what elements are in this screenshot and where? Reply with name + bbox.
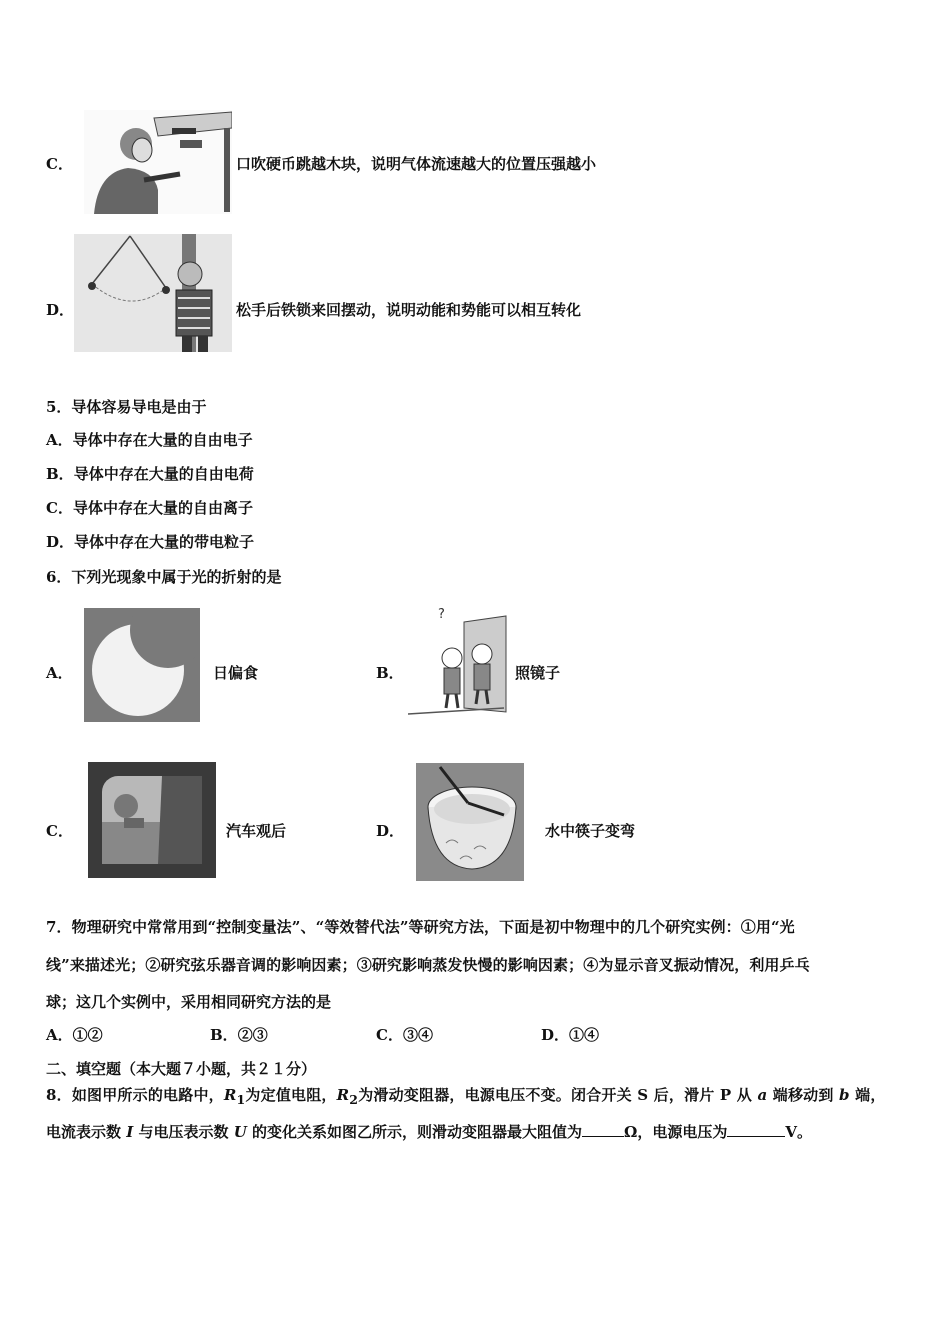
q6-option-c-label: C． [46,822,73,840]
q7-line-2: 线”来描述光；②研究弦乐器音调的影响因素；③研究影响蒸发快慢的影响因素；④为显示音叉振动情况，利用乒乓 [46,956,810,974]
q8-text-3: 为滑动变阻器，电源电压不变。闭合开关 S 后，滑片 P 从 [358,1086,758,1104]
q7-option-c-text: ③④ [402,1026,433,1044]
q5-option-c-label: C． [46,499,73,517]
section-2-title: 二、填空题（本大题７小题，共２１分） [46,1060,317,1078]
q7-option-b-label: B． [210,1026,238,1044]
q8-r1-symbol: R [223,1086,237,1104]
q6-option-a-text: 日偏食 [213,664,259,682]
q7-option-a-text: ①② [72,1026,103,1044]
q8-text-5: 端， [849,1086,886,1104]
q8-line-1 [46,1084,886,1107]
q8-blank-resistance[interactable] [582,1136,624,1137]
q8-a-end: a [757,1086,768,1104]
q8-r2-subscript: 2 [349,1092,359,1107]
q8-blank-voltage[interactable] [727,1136,785,1137]
q5-option-c [46,497,253,518]
q6-option-a-label: A． [46,664,73,682]
q7-option-b-text: ②③ [237,1026,268,1044]
q8-i-symbol: I [126,1123,134,1141]
q7-line-3: 球；这几个实例中，采用相同研究方法的是 [46,993,332,1011]
q8-text-4: 端移动到 [767,1086,840,1104]
q7-option-d [541,1024,599,1045]
q7-option-a-label: A． [46,1026,73,1044]
q8-r1-subscript: 1 [236,1092,246,1107]
q4-option-d-label: D． [46,301,75,319]
q6-option-d-text: 水中筷子变弯 [545,822,636,840]
q7-option-a [46,1024,103,1045]
q6-option-c-rearview-figure [88,762,216,878]
question-mark: ? [438,607,445,622]
q5-option-d-label: D． [46,533,75,551]
q6-option-b-text: 照镜子 [515,664,561,682]
q5-option-b-text: 导体中存在大量的自由电荷 [73,465,254,483]
q5-option-a-text: 导体中存在大量的自由电子 [72,431,253,449]
q5-option-a-label: A． [46,431,73,449]
q4-option-d-figure [74,234,232,352]
q5-option-c-text: 导体中存在大量的自由离子 [72,499,253,517]
q6-option-c-text: 汽车观后 [226,822,287,840]
q6-option-a-eclipse-figure [84,608,200,722]
q8-text-10: V。 [785,1123,813,1141]
q8-text-9: Ω，电源电压为 [624,1123,728,1141]
q5-option-d-text: 导体中存在大量的带电粒子 [74,533,255,551]
q8-text-8: 的变化关系如图乙所示，则滑动变阻器最大阻值为 [246,1123,583,1141]
q5-option-b-label: B． [46,465,74,483]
q7-line-1: 7．物理研究中常常用到“控制变量法”、“等效替代法”等研究方法，下面是初中物理中的几个研究实例：①用“光 [46,918,795,936]
q5-option-a [46,429,253,450]
q5-stem: 5．导体容易导电是由于 [46,398,207,416]
q8-text-2: 为定值电阻， [245,1086,337,1104]
q7-option-c-label: C． [376,1026,403,1044]
q6-option-d-chopstick-figure [416,763,524,881]
q7-option-b [210,1024,268,1045]
q7-option-c [376,1024,433,1045]
q7-option-d-text: ①④ [569,1026,600,1044]
q6-option-b-mirror-figure [408,604,508,716]
q5-option-d [46,531,254,552]
q8-text-7: 与电压表示数 [133,1123,234,1141]
q6-stem: 6．下列光现象中属于光的折射的是 [46,568,282,586]
q8-b-end: b [839,1086,850,1104]
q4-option-c-text: 口吹硬币跳越木块，说明气体流速越大的位置压强越小 [236,155,597,173]
q4-option-c-label: C． [46,155,73,173]
q4-option-c-figure [84,110,232,214]
q6-option-d-label: D． [376,822,405,840]
q8-line-2 [46,1121,812,1142]
q7-option-d-label: D． [541,1026,570,1044]
q5-option-b [46,463,254,484]
q4-option-d-text: 松手后铁锁来回摆动，说明动能和势能可以相互转化 [236,301,582,319]
q8-text-1: 8．如图甲所示的电路中， [46,1086,224,1104]
q8-text-6: 电流表示数 [46,1123,127,1141]
q6-option-b-label: B． [376,664,404,682]
q8-r2-symbol: R [336,1086,350,1104]
q8-u-symbol: U [233,1123,247,1141]
